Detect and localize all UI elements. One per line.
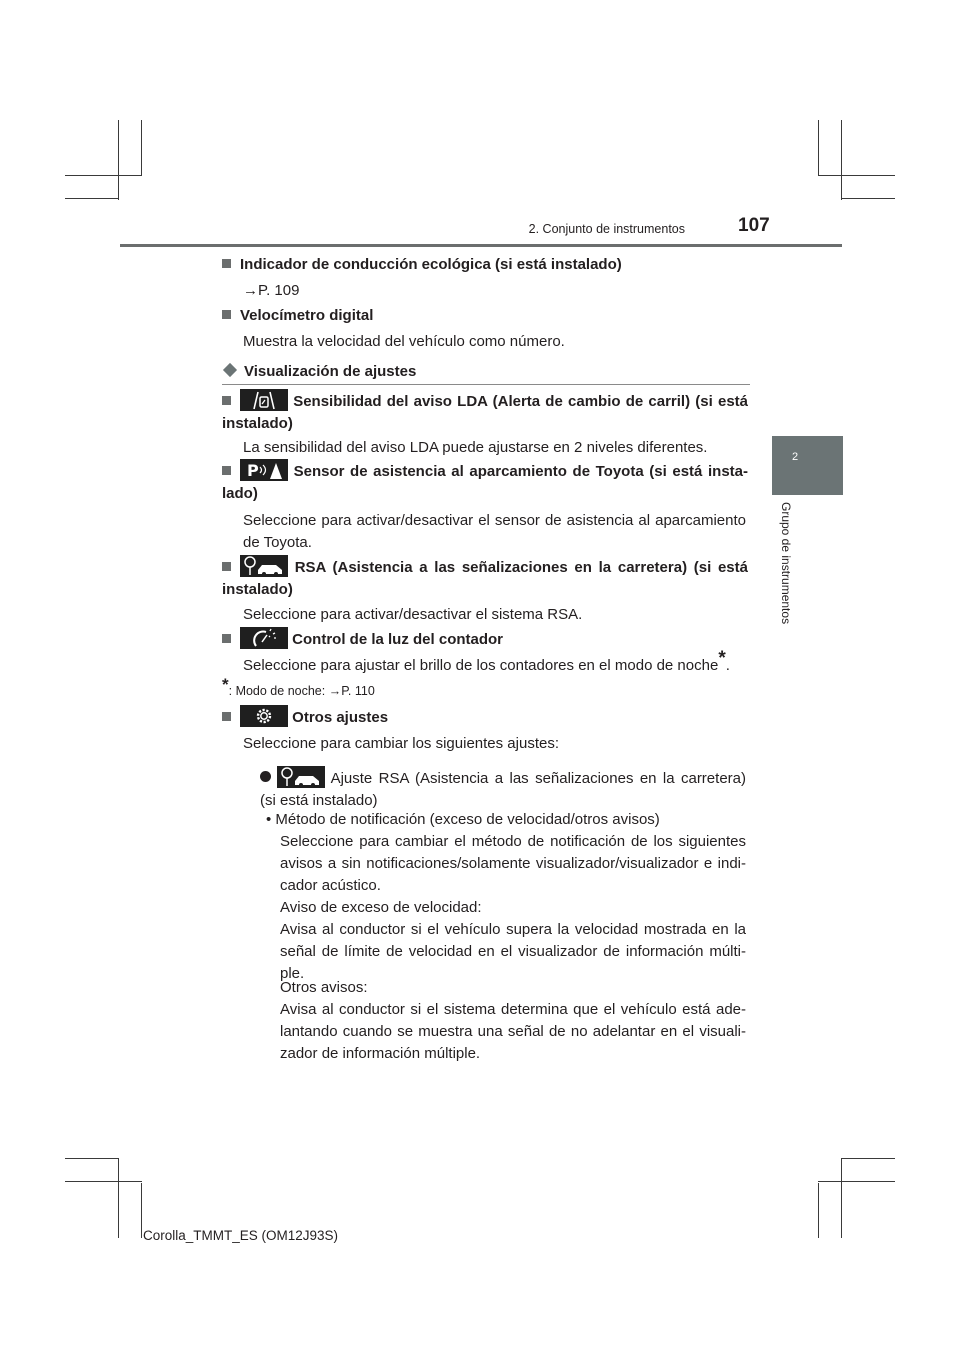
overspeed-desc: Avisa al conductor si el vehículo supera la velocidad mostrada en la señal de límite de velocidad en el visualizador de información múlti- ple. (280, 921, 746, 982)
square-bullet-icon (222, 634, 231, 643)
lda-desc: La sensibilidad del aviso LDA puede ajustarse en 2 niveles diferentes. (243, 439, 708, 456)
square-bullet-icon (222, 396, 231, 405)
other-warnings-title: Otros avisos: (280, 979, 368, 996)
gear-icon (240, 705, 288, 727)
notification-method-bullet: • Método de notificación (exceso de velocidad/otros avisos) (266, 811, 660, 828)
settings-heading: Visualización de ajustes (222, 361, 748, 383)
meter-light-icon (240, 627, 288, 649)
square-bullet-icon (222, 712, 231, 721)
overspeed-title: Aviso de exceso de velocidad: (280, 899, 482, 916)
rsa-desc: Seleccione para activar/desactivar el sistema RSA. (243, 606, 583, 623)
crop-mark (141, 1183, 142, 1238)
square-bullet-icon (222, 310, 231, 319)
crop-mark (818, 1181, 895, 1182)
crop-mark (118, 120, 119, 200)
crop-mark (818, 175, 895, 176)
rsa-heading: RSA (Asistencia a las señalizaciones en la carretera) (si está instalado) (222, 557, 748, 601)
square-bullet-icon (222, 259, 231, 268)
speedometer-desc: Muestra la velocidad del vehículo como número. (243, 333, 565, 350)
parking-heading: P Sensor de asistencia al aparcamiento de Toyota (si está insta- lado) (222, 461, 748, 503)
parking-sensor-icon (240, 459, 288, 481)
header-rule (120, 244, 842, 247)
rsa-adjust-item: Ajuste RSA (Asistencia a las señalizaciones en la carretera) (si está instalado) (260, 768, 746, 812)
crop-mark (65, 1158, 119, 1159)
rsa-icon (277, 766, 325, 788)
chapter-number: 2 (792, 451, 799, 463)
svg-text:P: P (247, 461, 259, 481)
speedometer-heading: Velocímetro digital (222, 305, 748, 327)
crop-mark (818, 1183, 819, 1238)
crop-mark (841, 198, 895, 199)
section-title: 2. Conjunto de instrumentos (528, 222, 685, 236)
footnote-asterisk: * (718, 648, 726, 669)
lda-icon (240, 389, 288, 411)
other-settings-desc: Seleccione para cambiar los siguientes ajustes: (243, 735, 560, 752)
crop-mark (841, 120, 842, 200)
crop-mark (65, 1181, 142, 1182)
footnote: *: Modo de noche: →P. 110 (222, 674, 375, 698)
other-warnings-desc: Avisa al conductor si el sistema determina que el vehículo está ade- lantando cuando se muestra una señal de no adelantar en el visuali- zador de información múltiple. (280, 1001, 746, 1062)
crop-mark (118, 1158, 119, 1238)
eco-indicator-heading: Indicador de conducción ecológica (si está instalado) (222, 254, 748, 276)
lda-heading: Sensibilidad del aviso LDA (Alerta de cambio de carril) (si está instalado) (222, 391, 748, 435)
eco-indicator-ref[interactable]: →P. 109 (243, 282, 300, 299)
chapter-tab (772, 436, 843, 495)
notification-method-desc: Seleccione para cambiar el método de notificación de los siguientes avisos a sin notificaciones/solamente visualizador/visualizador e indi- cador acústico. (280, 833, 746, 894)
crop-mark (818, 120, 819, 175)
diamond-bullet-icon (223, 363, 237, 377)
square-bullet-icon (222, 466, 231, 475)
crop-mark (841, 1158, 895, 1159)
crop-mark (65, 198, 119, 199)
light-control-desc: Seleccione para ajustar el brillo de los contadores en el modo de noche*. (243, 648, 730, 674)
square-bullet-icon (222, 562, 231, 571)
subheading-rule (222, 384, 750, 385)
light-control-heading: Control de la luz del contador (222, 629, 748, 651)
crop-mark (141, 120, 142, 175)
page-number: 107 (738, 215, 770, 236)
chapter-label: Grupo de instrumentos (779, 502, 793, 625)
crop-mark (65, 175, 142, 176)
round-bullet-icon (260, 771, 271, 782)
crop-mark (841, 1158, 842, 1238)
parking-desc: Seleccione para activar/desactivar el sensor de asistencia al aparcamiento de Toyota. (243, 512, 746, 551)
rsa-icon (240, 555, 288, 577)
document-code: Corolla_TMMT_ES (OM12J93S) (143, 1228, 339, 1243)
other-settings-heading: Otros ajustes (222, 707, 748, 729)
